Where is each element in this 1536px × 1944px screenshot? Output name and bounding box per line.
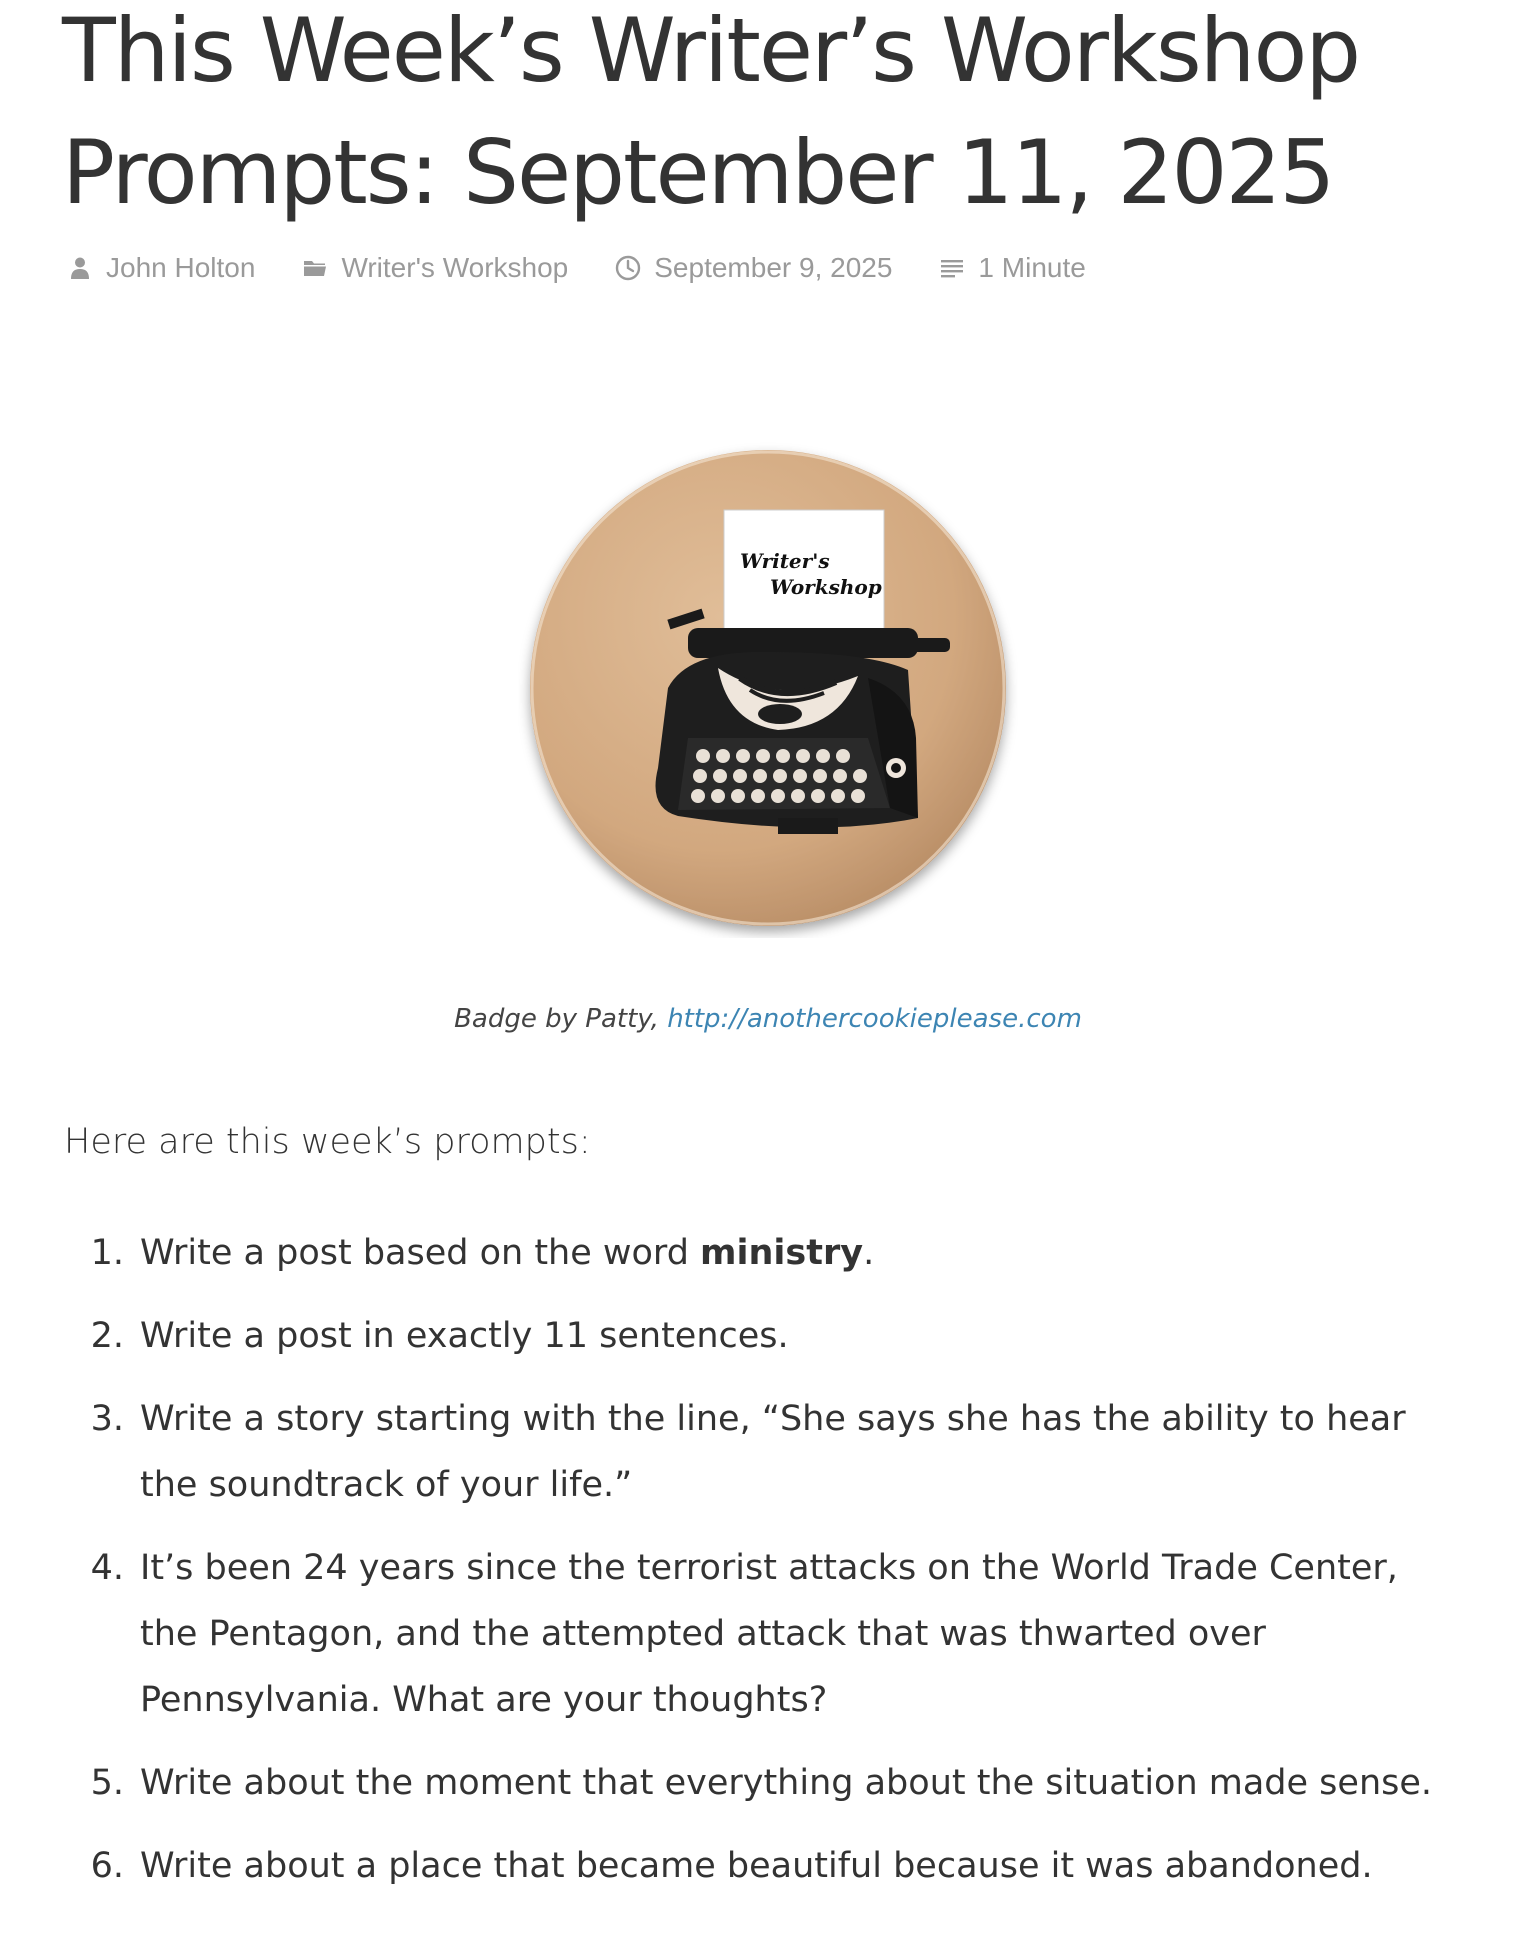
caption-link[interactable]: http://anothercookieplease.com <box>667 1004 1082 1034</box>
prompt-text-part: Write a post based on the word <box>140 1233 701 1273</box>
prompt-text: Write about the moment that everything about the situation made sense. <box>140 1763 1433 1803</box>
prompt-number: 6 . <box>74 1833 124 1899</box>
prompt-text: Write about a place that became beautiful because it was abandoned. <box>140 1846 1373 1886</box>
prompt-number: 1 . <box>74 1220 124 1286</box>
prompts-list <box>0 1220 1536 1916</box>
folder-icon <box>301 254 329 282</box>
meta-author <box>66 252 255 284</box>
clock-icon <box>614 254 642 282</box>
badge-text-line1: Writer's <box>740 549 830 573</box>
prompt-text: Write a story starting with the line, “She says she has the ability to hear the soundtrack of your life.” <box>140 1399 1406 1505</box>
prompt-keyword: ministry <box>700 1233 864 1273</box>
meta-date <box>614 252 892 284</box>
meta-category <box>301 252 568 284</box>
prompt-text: Write a post in exactly 11 sentences. <box>140 1316 789 1356</box>
date-link[interactable]: September 9, 2025 <box>654 252 893 283</box>
prompt-text <box>140 1233 874 1273</box>
image-caption <box>0 1004 1536 1034</box>
person-icon <box>66 254 94 282</box>
post-meta <box>66 248 1132 288</box>
prompt-number: 2 . <box>74 1303 124 1369</box>
post-title: This Week’s Writer’s Workshop Prompts: September 11, 2025 <box>62 0 1360 224</box>
author-link[interactable]: John Holton <box>106 252 256 283</box>
prompts-intro: Here are this week’s prompts: <box>64 1122 591 1162</box>
prompt-number: 4 . <box>74 1535 124 1601</box>
featured-image <box>518 438 1018 938</box>
writers-workshop-badge <box>518 438 1018 938</box>
typewriter-icon <box>656 609 951 834</box>
prompt-number: 3 . <box>74 1386 124 1452</box>
list-item <box>0 1220 1450 1286</box>
badge-text-line2: Workshop <box>770 575 882 599</box>
reading-time: 1 Minute <box>978 252 1086 283</box>
list-item <box>0 1535 1450 1733</box>
list-item <box>0 1750 1450 1816</box>
category-link[interactable]: Writer's Workshop <box>341 252 569 283</box>
list-item <box>0 1303 1450 1369</box>
prompt-text: It’s been 24 years since the terrorist attacks on the World Trade Center, the Pentagon, and the attempted attack that was thwarted over Pennsylvania. What are your thoughts? <box>140 1548 1398 1720</box>
lines-icon <box>938 254 966 282</box>
meta-reading-time <box>938 252 1085 284</box>
list-item <box>0 1833 1450 1899</box>
prompt-number: 5 . <box>74 1750 124 1816</box>
prompt-text-part: . <box>863 1233 875 1273</box>
list-item <box>0 1386 1450 1518</box>
caption-text: Badge by Patty, <box>454 1004 668 1034</box>
